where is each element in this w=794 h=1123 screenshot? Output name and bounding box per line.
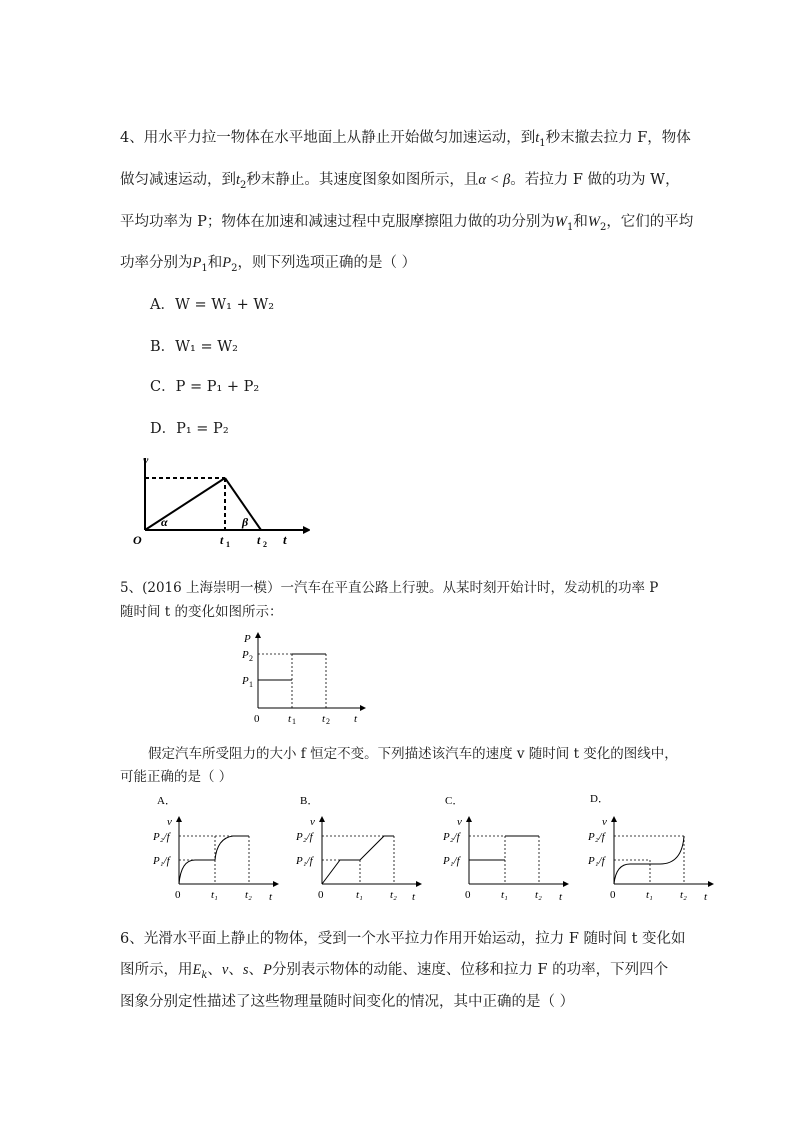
- q4-line-4: 功率分别为$P_1$和$P_2$，则下列选项正确的是（ ）: [120, 255, 417, 274]
- t-axis-arrow: [303, 526, 310, 534]
- svg-text:P: P: [242, 675, 249, 687]
- svg-text:P: P: [244, 633, 251, 645]
- svg-text:t: t: [559, 891, 563, 903]
- svg-text:A．: A．: [157, 795, 176, 807]
- svg-text:v: v: [457, 816, 462, 828]
- t-axis-label: t: [283, 532, 287, 547]
- svg-text:B．: B．: [300, 795, 319, 807]
- svg-text:P₁/f: P₁/f: [443, 855, 460, 867]
- svg-text:P: P: [242, 649, 249, 661]
- svg-text:t₂: t₂: [245, 889, 252, 901]
- alpha-label: α: [161, 515, 168, 529]
- svg-text:0: 0: [254, 713, 260, 725]
- svg-text:t₁: t₁: [356, 889, 363, 901]
- q5-line-4: 可能正确的是（ ）: [120, 769, 233, 785]
- q5-line-1: 5、(2016 上海崇明一模）一汽车在平直公路上行驶。从某时刻开始计时，发动机的功率 P: [120, 580, 659, 596]
- svg-text:2: 2: [326, 717, 330, 725]
- svg-text:2: 2: [263, 540, 267, 547]
- svg-text:P₁/f: P₁/f: [296, 855, 313, 867]
- q4-line-2: 做匀减速运动，到$t_2$秒末静止。其速度图象如图所示，且α < β。若拉力 F 做的功为 W，: [120, 172, 680, 191]
- t2-label: t: [257, 533, 261, 547]
- svg-text:D．: D．: [590, 793, 609, 805]
- q6-line-3: 图象分别定性描述了这些物理量随时间变化的情况，其中正确的是（ ）: [120, 994, 575, 1010]
- svg-text:0: 0: [465, 889, 471, 901]
- beta-label: β: [242, 515, 249, 529]
- svg-text:0: 0: [610, 889, 616, 901]
- accel-line: [145, 478, 225, 530]
- svg-text:P₂/f: P₂/f: [588, 831, 605, 843]
- svg-text:0: 0: [318, 889, 324, 901]
- q4-velocity-graph: [125, 452, 310, 547]
- svg-text:t: t: [354, 713, 358, 725]
- svg-text:P₁/f: P₁/f: [153, 855, 170, 867]
- q4-option-c[interactable]: C．P = P₁ + P₂: [150, 379, 260, 395]
- svg-text:C．: C．: [445, 795, 464, 807]
- svg-text:v: v: [167, 816, 172, 828]
- svg-text:t: t: [412, 891, 416, 903]
- svg-text:t₁: t₁: [211, 889, 218, 901]
- q4-option-d[interactable]: D．P₁ = P₂: [150, 421, 229, 437]
- svg-text:v: v: [310, 816, 315, 828]
- origin-label: O: [133, 533, 142, 547]
- svg-text:t₂: t₂: [390, 889, 397, 901]
- svg-text:t₁: t₁: [501, 889, 508, 901]
- svg-text:t: t: [704, 891, 708, 903]
- q4-option-a[interactable]: A．W = W₁ + W₂: [150, 297, 275, 313]
- svg-text:t: t: [322, 713, 326, 725]
- svg-text:t: t: [288, 713, 292, 725]
- svg-text:v: v: [602, 816, 607, 828]
- q4-line-3: 平均功率为 P；物体在加速和减速过程中克服摩擦阻力做的功分别为$W_1$和$W_2$，它们的平均: [120, 214, 694, 233]
- svg-text:P₂/f: P₂/f: [443, 831, 460, 843]
- svg-text:P₂/f: P₂/f: [296, 831, 313, 843]
- q4-option-b[interactable]: B．W₁ = W₂: [150, 339, 238, 355]
- q6-line-1: 6、光滑水平面上静止的物体，受到一个水平拉力作用开始运动，拉力 F 随时间 t 变化如: [120, 931, 686, 947]
- q5-choice-d-graph[interactable]: [580, 788, 720, 904]
- q4-line-1: 4、用水平力拉一物体在水平地面上从静止开始做匀加速运动，到$t_1$秒末撤去拉力 F，物体: [120, 130, 691, 149]
- svg-text:t₂: t₂: [680, 889, 687, 901]
- q5-line-3: 假定汽车所受阻力的大小 f 恒定不变。下列描述该汽车的速度 v 随时间 t 变化的图线中，: [148, 746, 678, 762]
- t1-symbol: t: [535, 130, 540, 146]
- svg-text:1: 1: [292, 717, 296, 725]
- q6-line-2: 图所示，用$E_k$、v、s、P分别表示物体的动能、速度、位移和拉力 F 的功率，下列四个: [120, 962, 669, 981]
- q5-choice-c-graph[interactable]: [435, 792, 575, 904]
- svg-text:1: 1: [226, 540, 230, 547]
- svg-text:2: 2: [249, 654, 253, 663]
- q5-line-2: 随时间 t 的变化如图所示：: [120, 604, 283, 620]
- t1-label: t: [220, 533, 224, 547]
- svg-text:0: 0: [175, 889, 181, 901]
- svg-text:1: 1: [249, 680, 253, 689]
- q5-choice-a-graph[interactable]: [145, 792, 285, 904]
- v-label: v: [143, 453, 149, 467]
- svg-text:t: t: [269, 891, 273, 903]
- q5-choice-b-graph[interactable]: [290, 792, 430, 904]
- svg-text:P₁/f: P₁/f: [588, 855, 605, 867]
- svg-text:P₂/f: P₂/f: [153, 831, 170, 843]
- svg-text:t₁: t₁: [646, 889, 653, 901]
- q5-power-graph: [238, 630, 368, 725]
- svg-text:t₂: t₂: [535, 889, 542, 901]
